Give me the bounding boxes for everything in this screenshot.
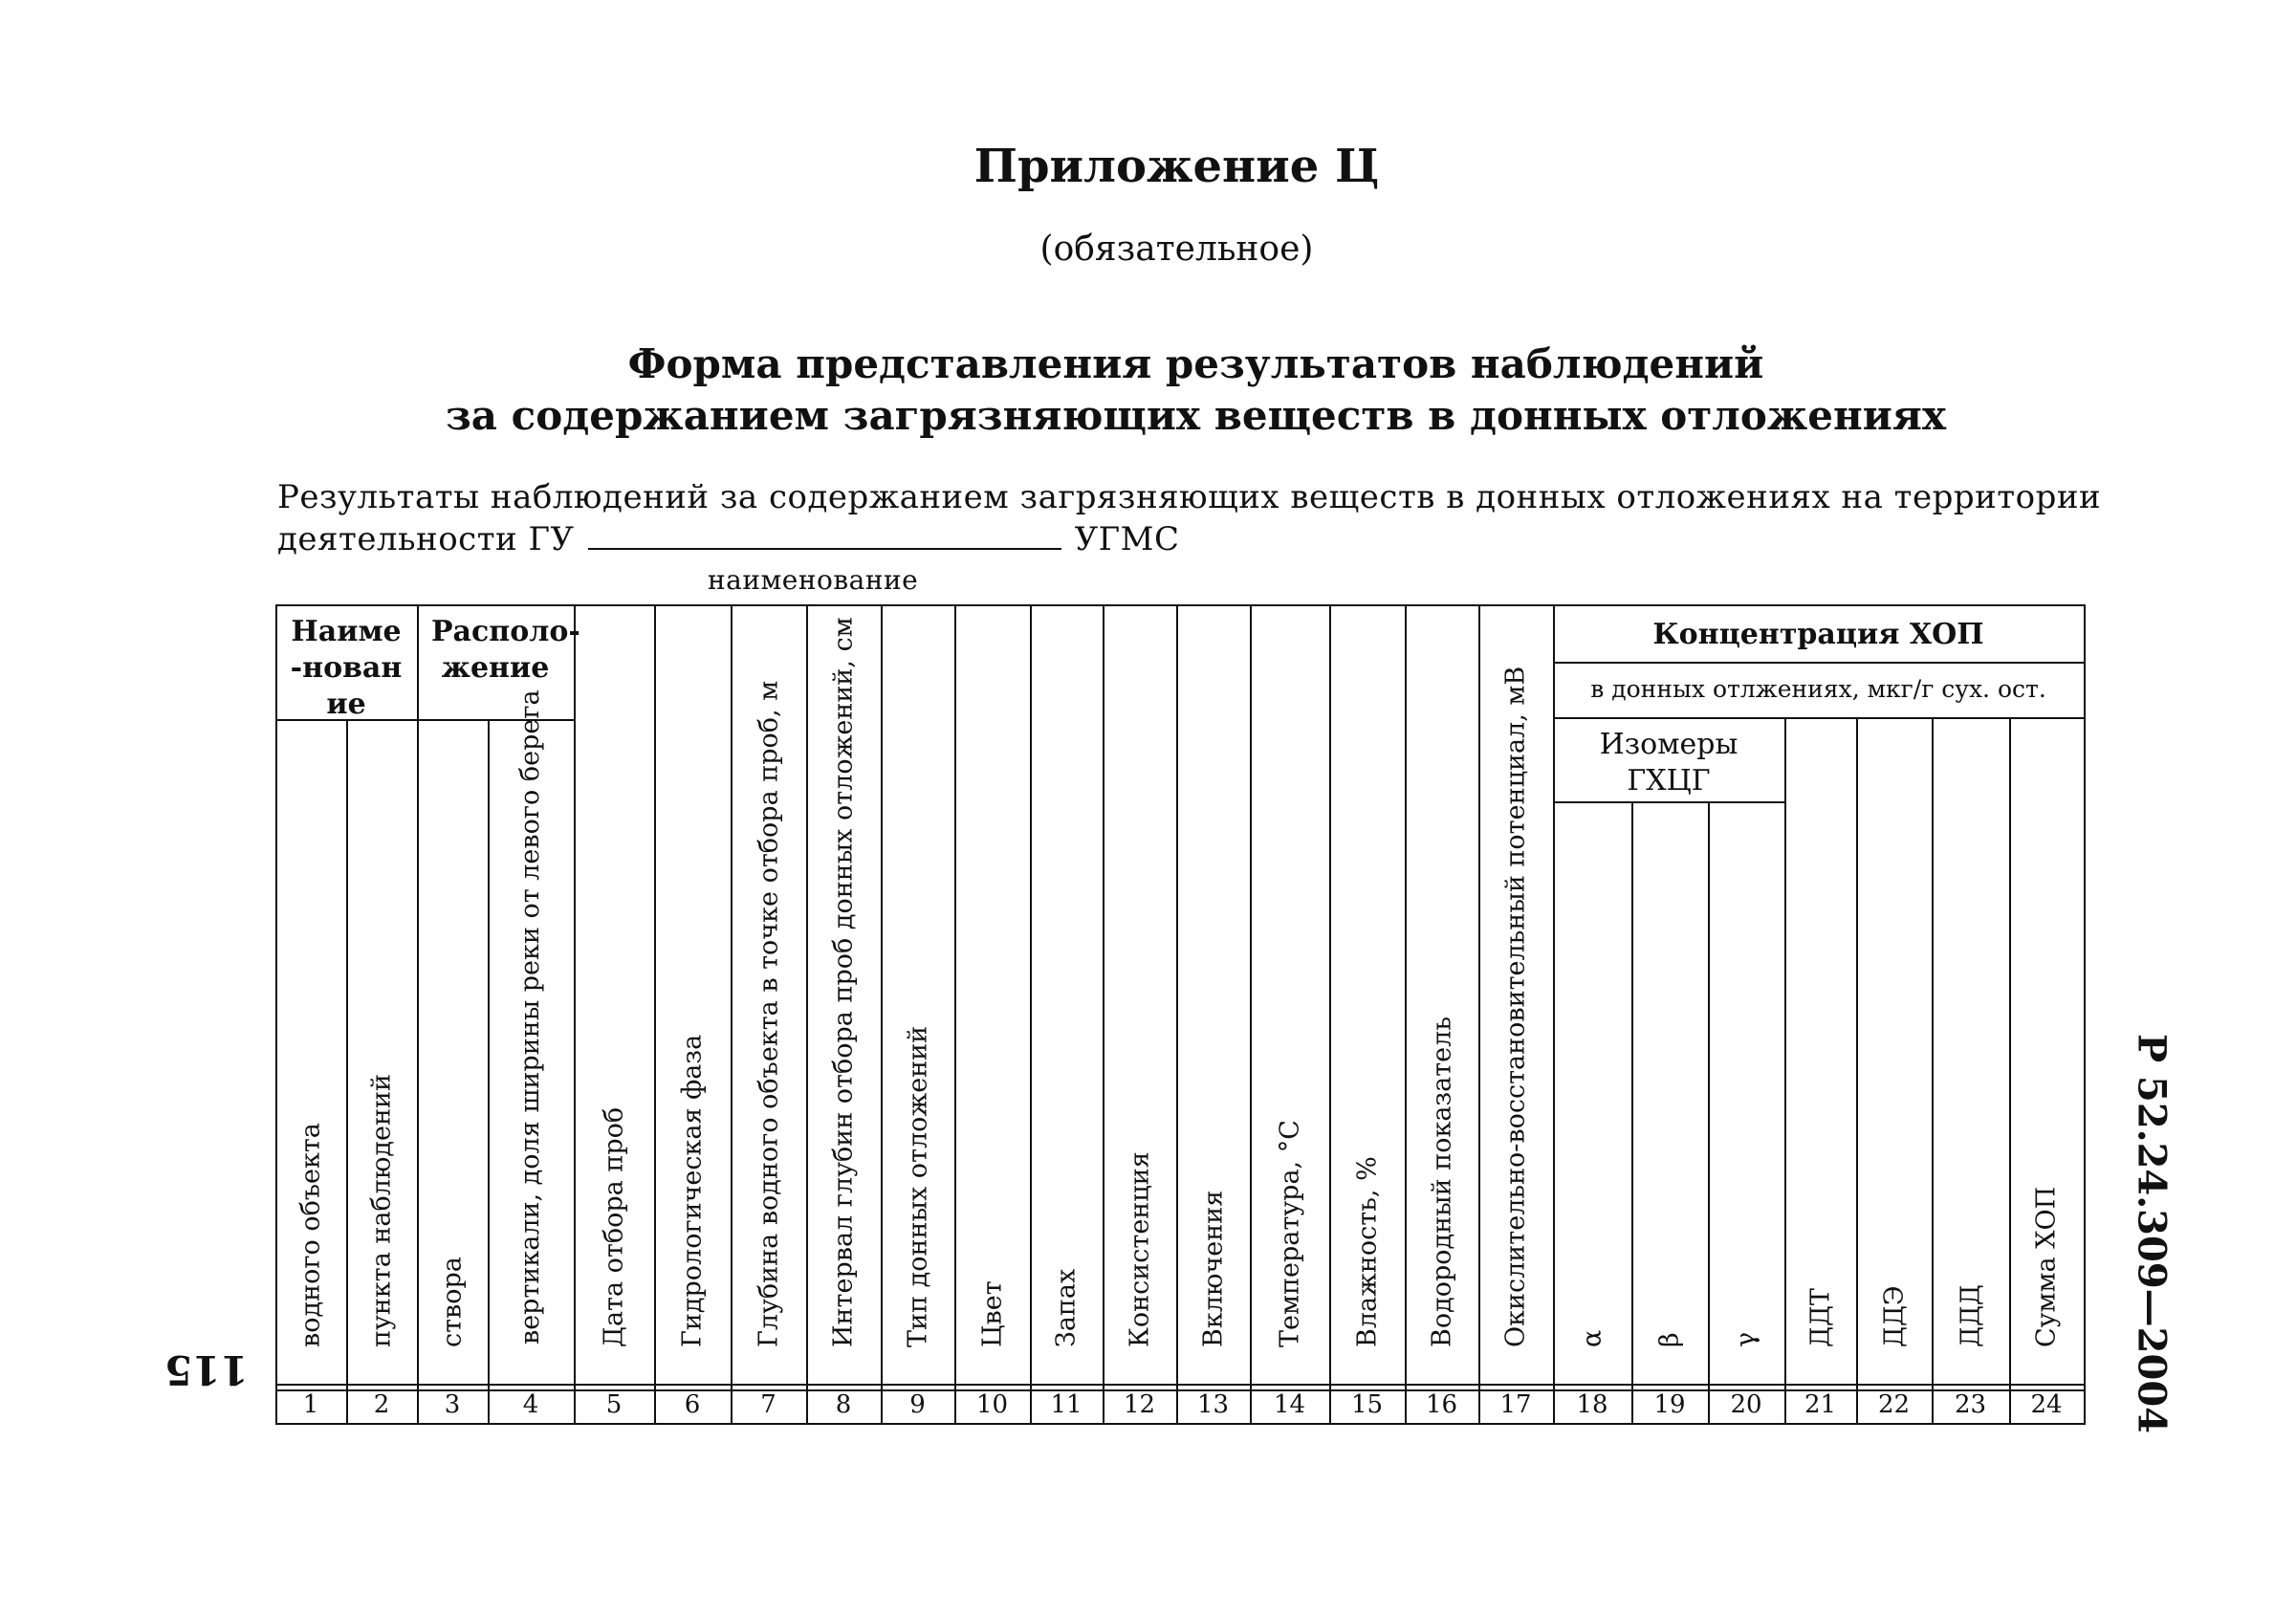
col-number: 5	[605, 1390, 623, 1419]
isomers-text: Изомеры ГХЦГ	[1599, 728, 1738, 798]
intro-line-1: Результаты наблюдений за содержанием загрязняющих веществ в донных отложениях на территории	[277, 478, 2102, 516]
fill-caption: наименование	[708, 564, 919, 596]
col-header-21	[1784, 727, 1856, 1377]
document-code	[2085, 1033, 2219, 1434]
col-header-3	[417, 727, 488, 1377]
col-header-17	[1478, 612, 1553, 1377]
numbers-separator	[275, 1384, 2086, 1386]
col-header-19	[1631, 803, 1708, 1377]
isomers-header	[1553, 727, 1784, 799]
intro-prefix: деятельности ГУ	[277, 520, 575, 558]
col-number: 9	[909, 1390, 926, 1419]
col-label: Запах	[1051, 1268, 1082, 1347]
form-heading-line-2: за содержанием загрязняющих веществ в донных отложениях	[446, 392, 1946, 439]
col-header-15	[1329, 612, 1405, 1377]
col-label: Водородный показатель	[1427, 1016, 1456, 1347]
col-number: 22	[1877, 1390, 1911, 1419]
col-number: 20	[1730, 1390, 1762, 1419]
form-heading-line-1: Форма представления результатов наблюдений	[627, 340, 1764, 387]
col-number: 4	[522, 1390, 539, 1419]
units-separator	[1553, 717, 2086, 719]
col-header-14	[1250, 612, 1329, 1377]
col-header-11	[1030, 612, 1103, 1377]
concentration-units: в донных отлжениях, мкг/г сух. ост.	[1590, 675, 2046, 703]
col-header-1	[275, 727, 346, 1377]
page-title: Приложение Ц	[973, 140, 1380, 193]
col-header-23	[1932, 727, 2009, 1377]
table-top-border	[275, 604, 2086, 606]
col-number: 3	[444, 1390, 461, 1419]
col-number: 19	[1653, 1390, 1686, 1419]
col-label: γ	[1731, 1331, 1761, 1347]
group-name-text: Наиме-нование	[290, 615, 403, 721]
col-label: Температура, °С	[1275, 1120, 1304, 1347]
col-label: Консистенция	[1125, 1151, 1154, 1347]
col-number: 14	[1273, 1390, 1306, 1419]
col-label: Интервал глубин отбора проб донных отложений, см	[828, 617, 859, 1347]
col-label: ДДЭ	[1879, 1285, 1909, 1347]
col-number: 15	[1350, 1390, 1384, 1419]
col-label: водного объекта	[295, 1123, 326, 1347]
col-label: вертикали, доля ширины реки от левого берега	[515, 689, 545, 1345]
col-label: Окислительно-восстановительный потенциал, мВ	[1500, 666, 1531, 1347]
col-header-4	[488, 689, 574, 1377]
col-label: α	[1577, 1329, 1607, 1347]
col-number: 17	[1499, 1390, 1532, 1419]
col-header-13	[1176, 612, 1250, 1377]
col-header-9	[881, 612, 954, 1377]
col-label: Цвет	[977, 1280, 1007, 1347]
group-location-header	[417, 614, 580, 687]
col-number: 13	[1196, 1390, 1230, 1419]
col-label: β	[1654, 1332, 1685, 1347]
col-header-5	[574, 612, 654, 1377]
col-label: пункта наблюдений	[366, 1074, 397, 1347]
col-header-12	[1103, 612, 1176, 1377]
col-header-6	[654, 612, 731, 1377]
col-header-8	[806, 612, 881, 1377]
col-number: 24	[2030, 1390, 2063, 1419]
col-label: Тип донных отложений	[903, 1025, 932, 1347]
col-number: 16	[1425, 1390, 1458, 1419]
col-number: 8	[835, 1390, 852, 1419]
table-bottom-border	[275, 1423, 2086, 1425]
col-label: Глубина водного объекта в точке отбора проб, м	[754, 680, 783, 1347]
concentration-header: Концентрация ХОП	[1652, 618, 1984, 651]
page-number: 115	[164, 1346, 249, 1393]
col-number: 10	[975, 1390, 1009, 1419]
col-header-16	[1405, 612, 1478, 1377]
col-header-7	[731, 612, 806, 1377]
col-label: Сумма ХОП	[2031, 1186, 2062, 1347]
col-label: Влажность, %	[1352, 1156, 1382, 1347]
page-subtitle: (обязательное)	[1039, 230, 1314, 269]
col-label: ДДТ	[1805, 1288, 1835, 1347]
col-number: 11	[1050, 1390, 1082, 1419]
col-number: 12	[1123, 1390, 1156, 1419]
col-number: 21	[1804, 1390, 1837, 1419]
col-label: Дата отбора проб	[599, 1106, 629, 1347]
col-number: 23	[1954, 1390, 1987, 1419]
col-label: Гидрологическая фаза	[677, 1034, 708, 1347]
col-number: 7	[760, 1390, 776, 1419]
col-header-22	[1856, 727, 1932, 1377]
col-number: 1	[302, 1390, 319, 1419]
col-header-20	[1708, 803, 1784, 1377]
col-header-10	[954, 612, 1030, 1377]
col-header-18	[1553, 803, 1631, 1377]
concentration-separator	[1553, 662, 2086, 664]
col-number: 6	[684, 1390, 701, 1419]
group-name-header	[275, 614, 417, 723]
col-label: створа	[437, 1257, 468, 1347]
intro-suffix: УГМС	[1074, 520, 1180, 558]
col-label: ДДД	[1956, 1284, 1985, 1347]
group-location-text: Располо-жение	[431, 615, 580, 685]
col-header-2	[346, 727, 417, 1377]
col-number: 2	[373, 1390, 390, 1419]
col-label: Включения	[1198, 1190, 1228, 1347]
col-header-24	[2009, 727, 2084, 1377]
col-number: 18	[1576, 1390, 1608, 1419]
document-code-text: Р 52.24.309—2004	[2129, 1033, 2175, 1434]
